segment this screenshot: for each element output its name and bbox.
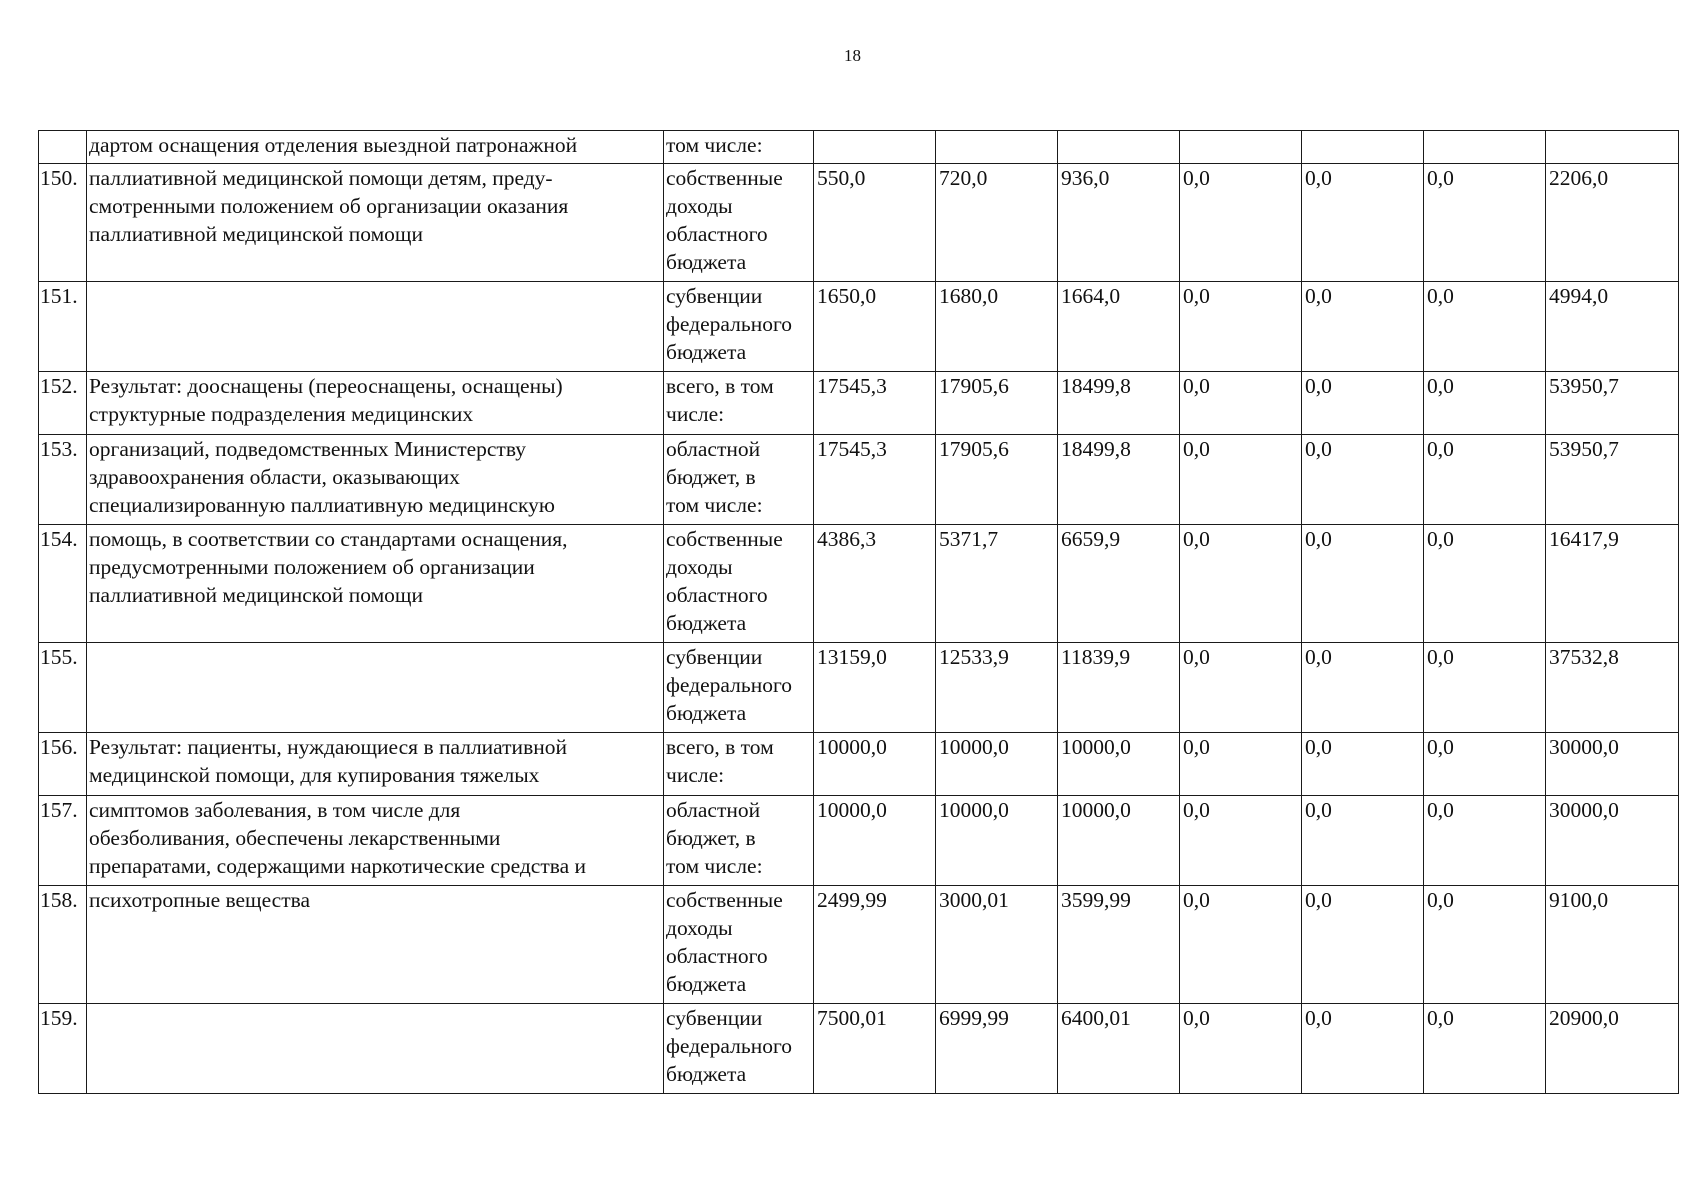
result-description (87, 372, 664, 435)
value-2030-cell: 0,0 (1424, 643, 1546, 733)
value-2030-cell: 0,0 (1424, 733, 1546, 796)
value-2026-cell: 10000,0 (936, 733, 1058, 796)
value-2025-cell: 13159,0 (814, 643, 936, 733)
funding-source (664, 886, 814, 1004)
value-2027-cell: 11839,9 (1058, 643, 1180, 733)
description-line: психотропные вещества (89, 888, 311, 912)
row-number: 155. (39, 643, 87, 733)
value-2026-cell: 17905,6 (936, 372, 1058, 435)
funding-source-line: бюджета (666, 250, 747, 274)
result-description (87, 733, 664, 796)
funding-source-line: бюджета (666, 611, 747, 635)
value-total-cell: 2206,0 (1546, 164, 1679, 282)
funding-source-line: том числе: (666, 133, 763, 157)
funding-source-line: федерального (666, 673, 792, 697)
row-number: 151. (39, 282, 87, 372)
description-line: обезболивания, обеспечены лекарственными (89, 826, 501, 850)
value-2030-cell: 0,0 (1424, 796, 1546, 886)
value-total-cell: 53950,7 (1546, 435, 1679, 525)
row-number: 152. (39, 372, 87, 435)
description-line: паллиативной медицинской помощи детям, преду- (89, 166, 553, 190)
table-row (39, 372, 1679, 435)
funding-source-line: бюджета (666, 972, 747, 996)
value-2029-cell: 0,0 (1302, 886, 1424, 1004)
description-line: специализированную паллиативную медицинскую (89, 493, 555, 517)
funding-source-line: числе: (666, 402, 725, 426)
funding-source (664, 435, 814, 525)
value-2028-cell: 0,0 (1180, 282, 1302, 372)
table-row (39, 435, 1679, 525)
funding-source (664, 643, 814, 733)
value-2028-cell: 0,0 (1180, 796, 1302, 886)
description-line: предусмотренными положением об организации (89, 555, 535, 579)
value-2027-cell: 6400,01 (1058, 1004, 1180, 1094)
table-row (39, 1004, 1679, 1094)
description-line: паллиативной медицинской помощи (89, 222, 423, 246)
row-number: 157. (39, 796, 87, 886)
funding-source (664, 282, 814, 372)
result-description (87, 1004, 664, 1094)
value-2027-cell: 10000,0 (1058, 796, 1180, 886)
value-2028-cell: 0,0 (1180, 643, 1302, 733)
value-2025-cell: 10000,0 (814, 796, 936, 886)
value-2029-cell: 0,0 (1302, 435, 1424, 525)
value-total-cell: 16417,9 (1546, 525, 1679, 643)
result-description (87, 131, 664, 164)
funding-source-line: доходы (666, 555, 733, 579)
value-2028-cell: 0,0 (1180, 372, 1302, 435)
row-number: 159. (39, 1004, 87, 1094)
funding-source-line: доходы (666, 194, 733, 218)
description-line: паллиативной медицинской помощи (89, 583, 423, 607)
funding-source-line: том числе: (666, 493, 763, 517)
value-2027-cell: 936,0 (1058, 164, 1180, 282)
value-2028-cell: 0,0 (1180, 733, 1302, 796)
value-2029-cell: 0,0 (1302, 733, 1424, 796)
value-total-cell: 30000,0 (1546, 733, 1679, 796)
funding-source-line: бюджета (666, 1062, 747, 1086)
value-2026-cell: 5371,7 (936, 525, 1058, 643)
row-number: 158. (39, 886, 87, 1004)
value-2028-cell: 0,0 (1180, 164, 1302, 282)
value-2026-cell: 3000,01 (936, 886, 1058, 1004)
value-2030-cell: 0,0 (1424, 1004, 1546, 1094)
table-row (39, 796, 1679, 886)
value-2027-cell: 18499,8 (1058, 435, 1180, 525)
funding-source-line: бюджет, в (666, 826, 756, 850)
value-2029-cell: 0,0 (1302, 525, 1424, 643)
table-row (39, 643, 1679, 733)
funding-source-line: всего, в том (666, 374, 774, 398)
result-description (87, 886, 664, 1004)
row-number: 153. (39, 435, 87, 525)
result-description (87, 282, 664, 372)
funding-source-line: бюджет, в (666, 465, 756, 489)
row-number: 156. (39, 733, 87, 796)
table-row (39, 733, 1679, 796)
funding-source-line: бюджета (666, 701, 747, 725)
funding-source-line: областного (666, 222, 768, 246)
table-row (39, 886, 1679, 1004)
value-2030-cell: 0,0 (1424, 282, 1546, 372)
result-description (87, 435, 664, 525)
value-2027-cell: 18499,8 (1058, 372, 1180, 435)
funding-source (664, 796, 814, 886)
value-2025-cell: 10000,0 (814, 733, 936, 796)
value-total-cell: 20900,0 (1546, 1004, 1679, 1094)
value-2026-cell: 10000,0 (936, 796, 1058, 886)
value-2026-cell: 17905,6 (936, 435, 1058, 525)
funding-source-line: всего, в том (666, 735, 774, 759)
value-2029-cell: 0,0 (1302, 282, 1424, 372)
page-number: 18 (844, 46, 861, 65)
table-row (39, 131, 1679, 164)
value-2025-cell: 4386,3 (814, 525, 936, 643)
value-2030-cell: 0,0 (1424, 164, 1546, 282)
value-2025-cell: 17545,3 (814, 435, 936, 525)
funding-source-line: том числе: (666, 854, 763, 878)
funding-source-line: областной (666, 798, 761, 822)
result-description (87, 643, 664, 733)
description-line: организаций, подведомственных Министерству (89, 437, 526, 461)
funding-source-line: областного (666, 583, 768, 607)
row-number (39, 131, 87, 164)
funding-source-line: федерального (666, 1034, 792, 1058)
funding-source-line: собственные (666, 527, 783, 551)
value-2030-cell: 0,0 (1424, 525, 1546, 643)
value-2028-cell: 0,0 (1180, 886, 1302, 1004)
description-line: смотренными положением об организации оказания (89, 194, 569, 218)
funding-source-line: доходы (666, 916, 733, 940)
funding-source-line: областного (666, 944, 768, 968)
value-2030-cell (1424, 131, 1546, 164)
value-2025-cell (814, 131, 936, 164)
table-row (39, 525, 1679, 643)
table-row (39, 164, 1679, 282)
value-2025-cell: 2499,99 (814, 886, 936, 1004)
description-line: препаратами, содержащими наркотические средства и (89, 854, 587, 878)
value-total-cell: 30000,0 (1546, 796, 1679, 886)
value-2025-cell: 7500,01 (814, 1004, 936, 1094)
value-2029-cell: 0,0 (1302, 1004, 1424, 1094)
description-line: структурные подразделения медицинских (89, 402, 474, 426)
value-2028-cell: 0,0 (1180, 1004, 1302, 1094)
result-description (87, 525, 664, 643)
description-line: здравоохранения области, оказывающих (89, 465, 460, 489)
value-2029-cell (1302, 131, 1424, 164)
value-2026-cell: 6999,99 (936, 1004, 1058, 1094)
funding-source-line: числе: (666, 763, 725, 787)
value-2026-cell: 1680,0 (936, 282, 1058, 372)
value-2025-cell: 1650,0 (814, 282, 936, 372)
funding-source-line: субвенции (666, 1006, 763, 1030)
row-number: 150. (39, 164, 87, 282)
funding-source-line: субвенции (666, 284, 763, 308)
description-line: Результат: дооснащены (переоснащены, оснащены) (89, 374, 563, 398)
funding-source-line: федерального (666, 312, 792, 336)
value-2030-cell: 0,0 (1424, 372, 1546, 435)
funding-source (664, 164, 814, 282)
funding-source-line: областной (666, 437, 761, 461)
value-2027-cell: 10000,0 (1058, 733, 1180, 796)
value-2027-cell: 3599,99 (1058, 886, 1180, 1004)
description-line: симптомов заболевания, в том числе для (89, 798, 461, 822)
value-2028-cell: 0,0 (1180, 435, 1302, 525)
value-2029-cell: 0,0 (1302, 796, 1424, 886)
value-total-cell: 4994,0 (1546, 282, 1679, 372)
value-2027-cell (1058, 131, 1180, 164)
value-total-cell: 37532,8 (1546, 643, 1679, 733)
funding-source (664, 131, 814, 164)
value-2028-cell (1180, 131, 1302, 164)
funding-source-line: субвенции (666, 645, 763, 669)
value-2029-cell: 0,0 (1302, 164, 1424, 282)
funding-source-line: собственные (666, 888, 783, 912)
table-row (39, 282, 1679, 372)
value-total-cell (1546, 131, 1679, 164)
description-line: медицинской помощи, для купирования тяжелых (89, 763, 540, 787)
value-2030-cell: 0,0 (1424, 435, 1546, 525)
description-line: помощь, в соответствии со стандартами оснащения, (89, 527, 568, 551)
funding-source (664, 525, 814, 643)
value-2028-cell: 0,0 (1180, 525, 1302, 643)
value-total-cell: 53950,7 (1546, 372, 1679, 435)
funding-source (664, 1004, 814, 1094)
funding-source-line: собственные (666, 166, 783, 190)
value-2027-cell: 1664,0 (1058, 282, 1180, 372)
value-total-cell: 9100,0 (1546, 886, 1679, 1004)
funding-source-line: бюджета (666, 340, 747, 364)
value-2026-cell: 12533,9 (936, 643, 1058, 733)
value-2029-cell: 0,0 (1302, 372, 1424, 435)
value-2027-cell: 6659,9 (1058, 525, 1180, 643)
row-number: 154. (39, 525, 87, 643)
budget-table (38, 130, 1679, 1094)
description-line: Результат: пациенты, нуждающиеся в паллиативной (89, 735, 567, 759)
funding-source (664, 372, 814, 435)
funding-source (664, 733, 814, 796)
value-2026-cell (936, 131, 1058, 164)
value-2026-cell: 720,0 (936, 164, 1058, 282)
value-2025-cell: 17545,3 (814, 372, 936, 435)
description-line: дартом оснащения отделения выездной патронажной (89, 133, 578, 157)
result-description (87, 796, 664, 886)
value-2029-cell: 0,0 (1302, 643, 1424, 733)
value-2030-cell: 0,0 (1424, 886, 1546, 1004)
value-2025-cell: 550,0 (814, 164, 936, 282)
result-description (87, 164, 664, 282)
